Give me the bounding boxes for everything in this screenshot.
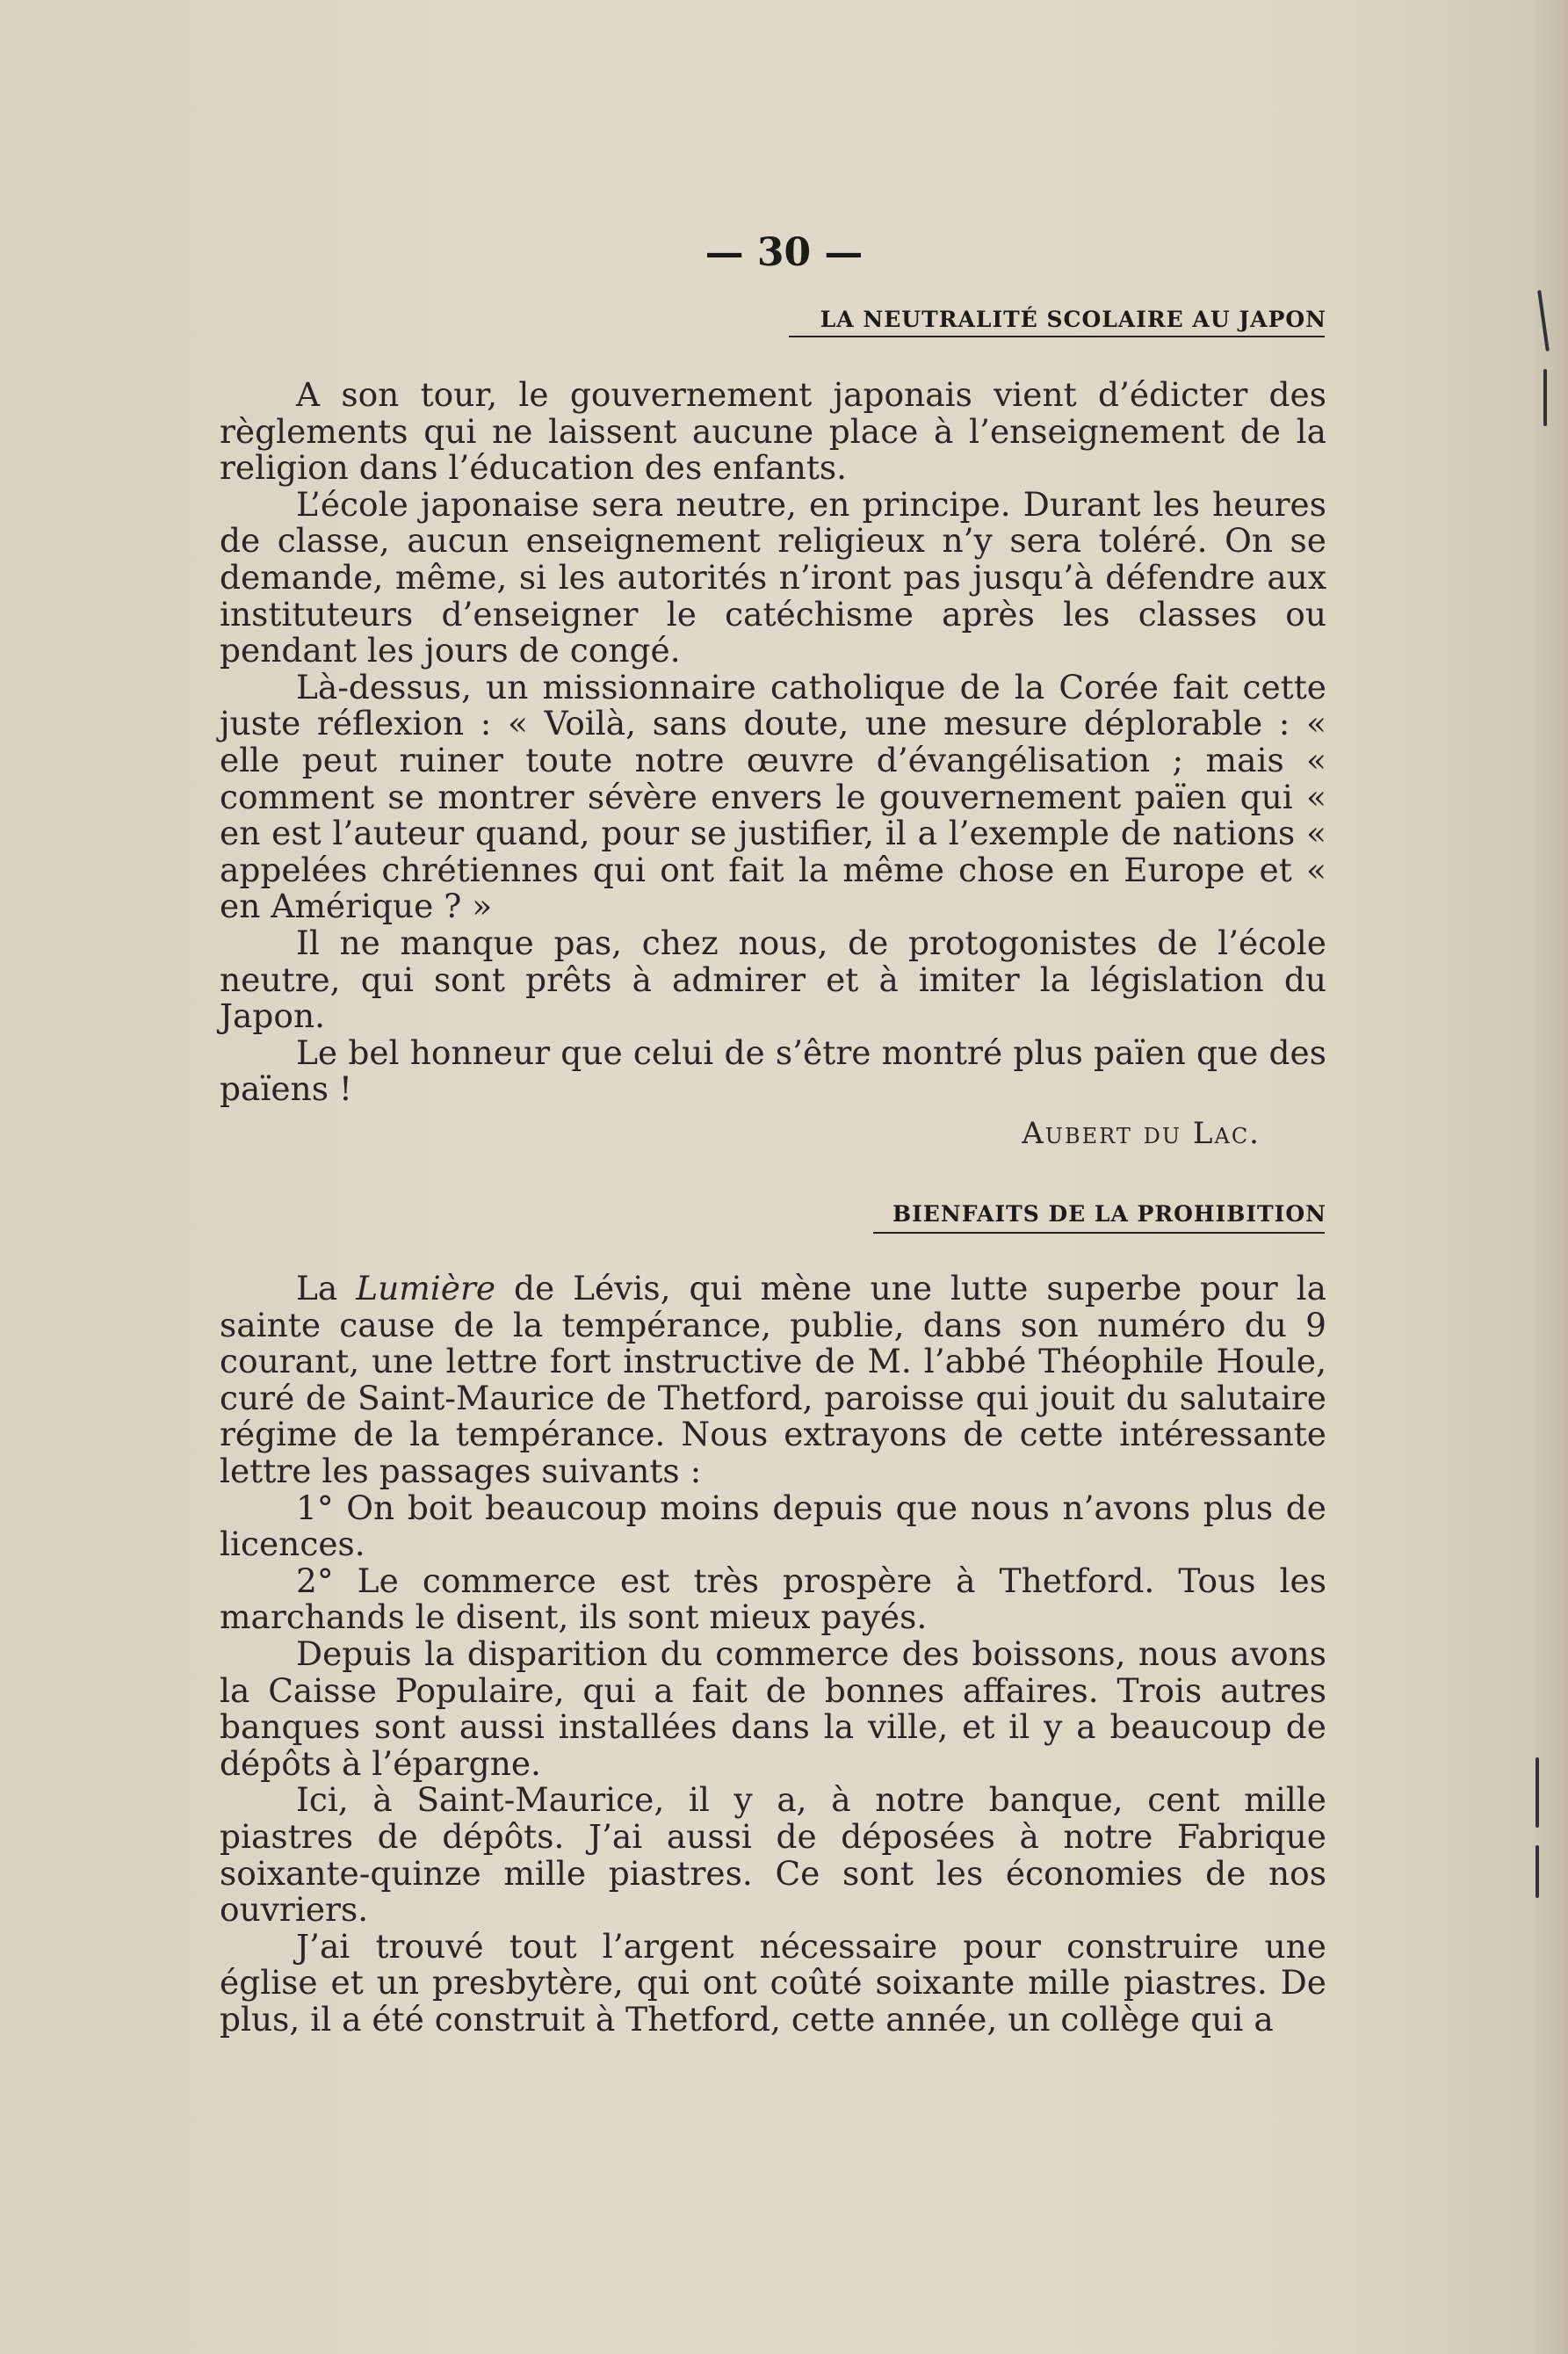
paragraph: 1° On boit beaucoup moins depuis que nous n’avons plus de licences. [220,1488,1326,1564]
paragraph: Là-dessus, un missionnaire catholique de la Corée fait cette juste réflexion : « Voilà, sans doute, une mesure déplorable : « elle peut ruiner toute notre œuvre d’évangélisation ; mais « comment se montrer sévère envers le gouvernement païen qui « en est l’auteur quand, pour se justifier, il a l’exemple de nations « appelées chrétiennes qui ont fait la même chose en Europe et « en Amérique ? » [220,667,1326,926]
article-neutralite [220,377,1326,1108]
article-prohibition [220,1271,1326,2038]
paragraph: Il ne manque pas, chez nous, de protogonistes de l’école neutre, qui sont prêts à admirer et à imiter la législation du Japon. [220,923,1326,1036]
paragraph: A son tour, le gouvernement japonais vient d’édicter des règlements qui ne laissent aucune place à l’enseignement de la religion dans l’éducation des enfants. [220,375,1326,488]
paragraph: Depuis la disparition du commerce des boissons, nous avons la Caisse Populaire, qui a fait de bonnes affaires. Trois autres banques sont aussi installées dans la ville, et il y a beaucoup de dépôts à l’épargne. [220,1633,1326,1783]
page-number: — 30 — [705,230,863,275]
margin-mark [1543,369,1547,426]
section-heading-neutralite: LA NEUTRALITÉ SCOLAIRE AU JAPON [820,307,1326,332]
intro-paragraph: La Lumière de Lévis, qui mène une lutte superbe pour la sainte cause de la tempérance, publie, dans son numéro du 9 courant, une lettre fort instructive de M. l’abbé Théophile Houle, curé de Saint-Maurice de Thetford, paroisse qui jouit du salutaire régime de la tempérance. Nous extrayons de cette intéressante lettre les passages suivants : [220,1269,1326,1490]
newspaper-title: Lumière [356,1269,496,1307]
section-heading-prohibition: BIENFAITS DE LA PROHIBITION [892,1201,1326,1227]
heading-underline [873,1232,1325,1234]
paragraph: J’ai trouvé tout l’argent nécessaire pour construire une église et un presbytère, qui ont coûté soixante mille piastres. De plus, il a été construit à Thetford, cette année, un collège qui a [220,1926,1326,2039]
paragraph: 2° Le commerce est très prospère à Thetford. Tous les marchands le disent, ils sont mieux payés. [220,1561,1326,1637]
page-edge-shadow [1535,0,1568,2354]
heading-underline [789,336,1325,337]
paragraph: L’école japonaise sera neutre, en principe. Durant les heures de classe, aucun enseignement religieux n’y sera toléré. On se demande, même, si les autorités n’iront pas jusqu’à défendre aux instituteurs d’enseigner le catéchisme après les classes ou pendant les jours de congé. [220,484,1326,670]
paragraph: Le bel honneur que celui de s’être montré plus païen que des païens ! [220,1032,1326,1109]
author-signature: Aubert du Lac. [1022,1116,1261,1151]
paragraph: Ici, à Saint-Maurice, il y a, à notre banque, cent mille piastres de dépôts. J’ai aussi de déposées à notre Fabrique soixante-quinze mille piastres. Ce sont les économies de nos ouvriers. [220,1780,1326,1930]
margin-mark [1535,1757,1539,1828]
margin-mark [1535,1845,1539,1898]
